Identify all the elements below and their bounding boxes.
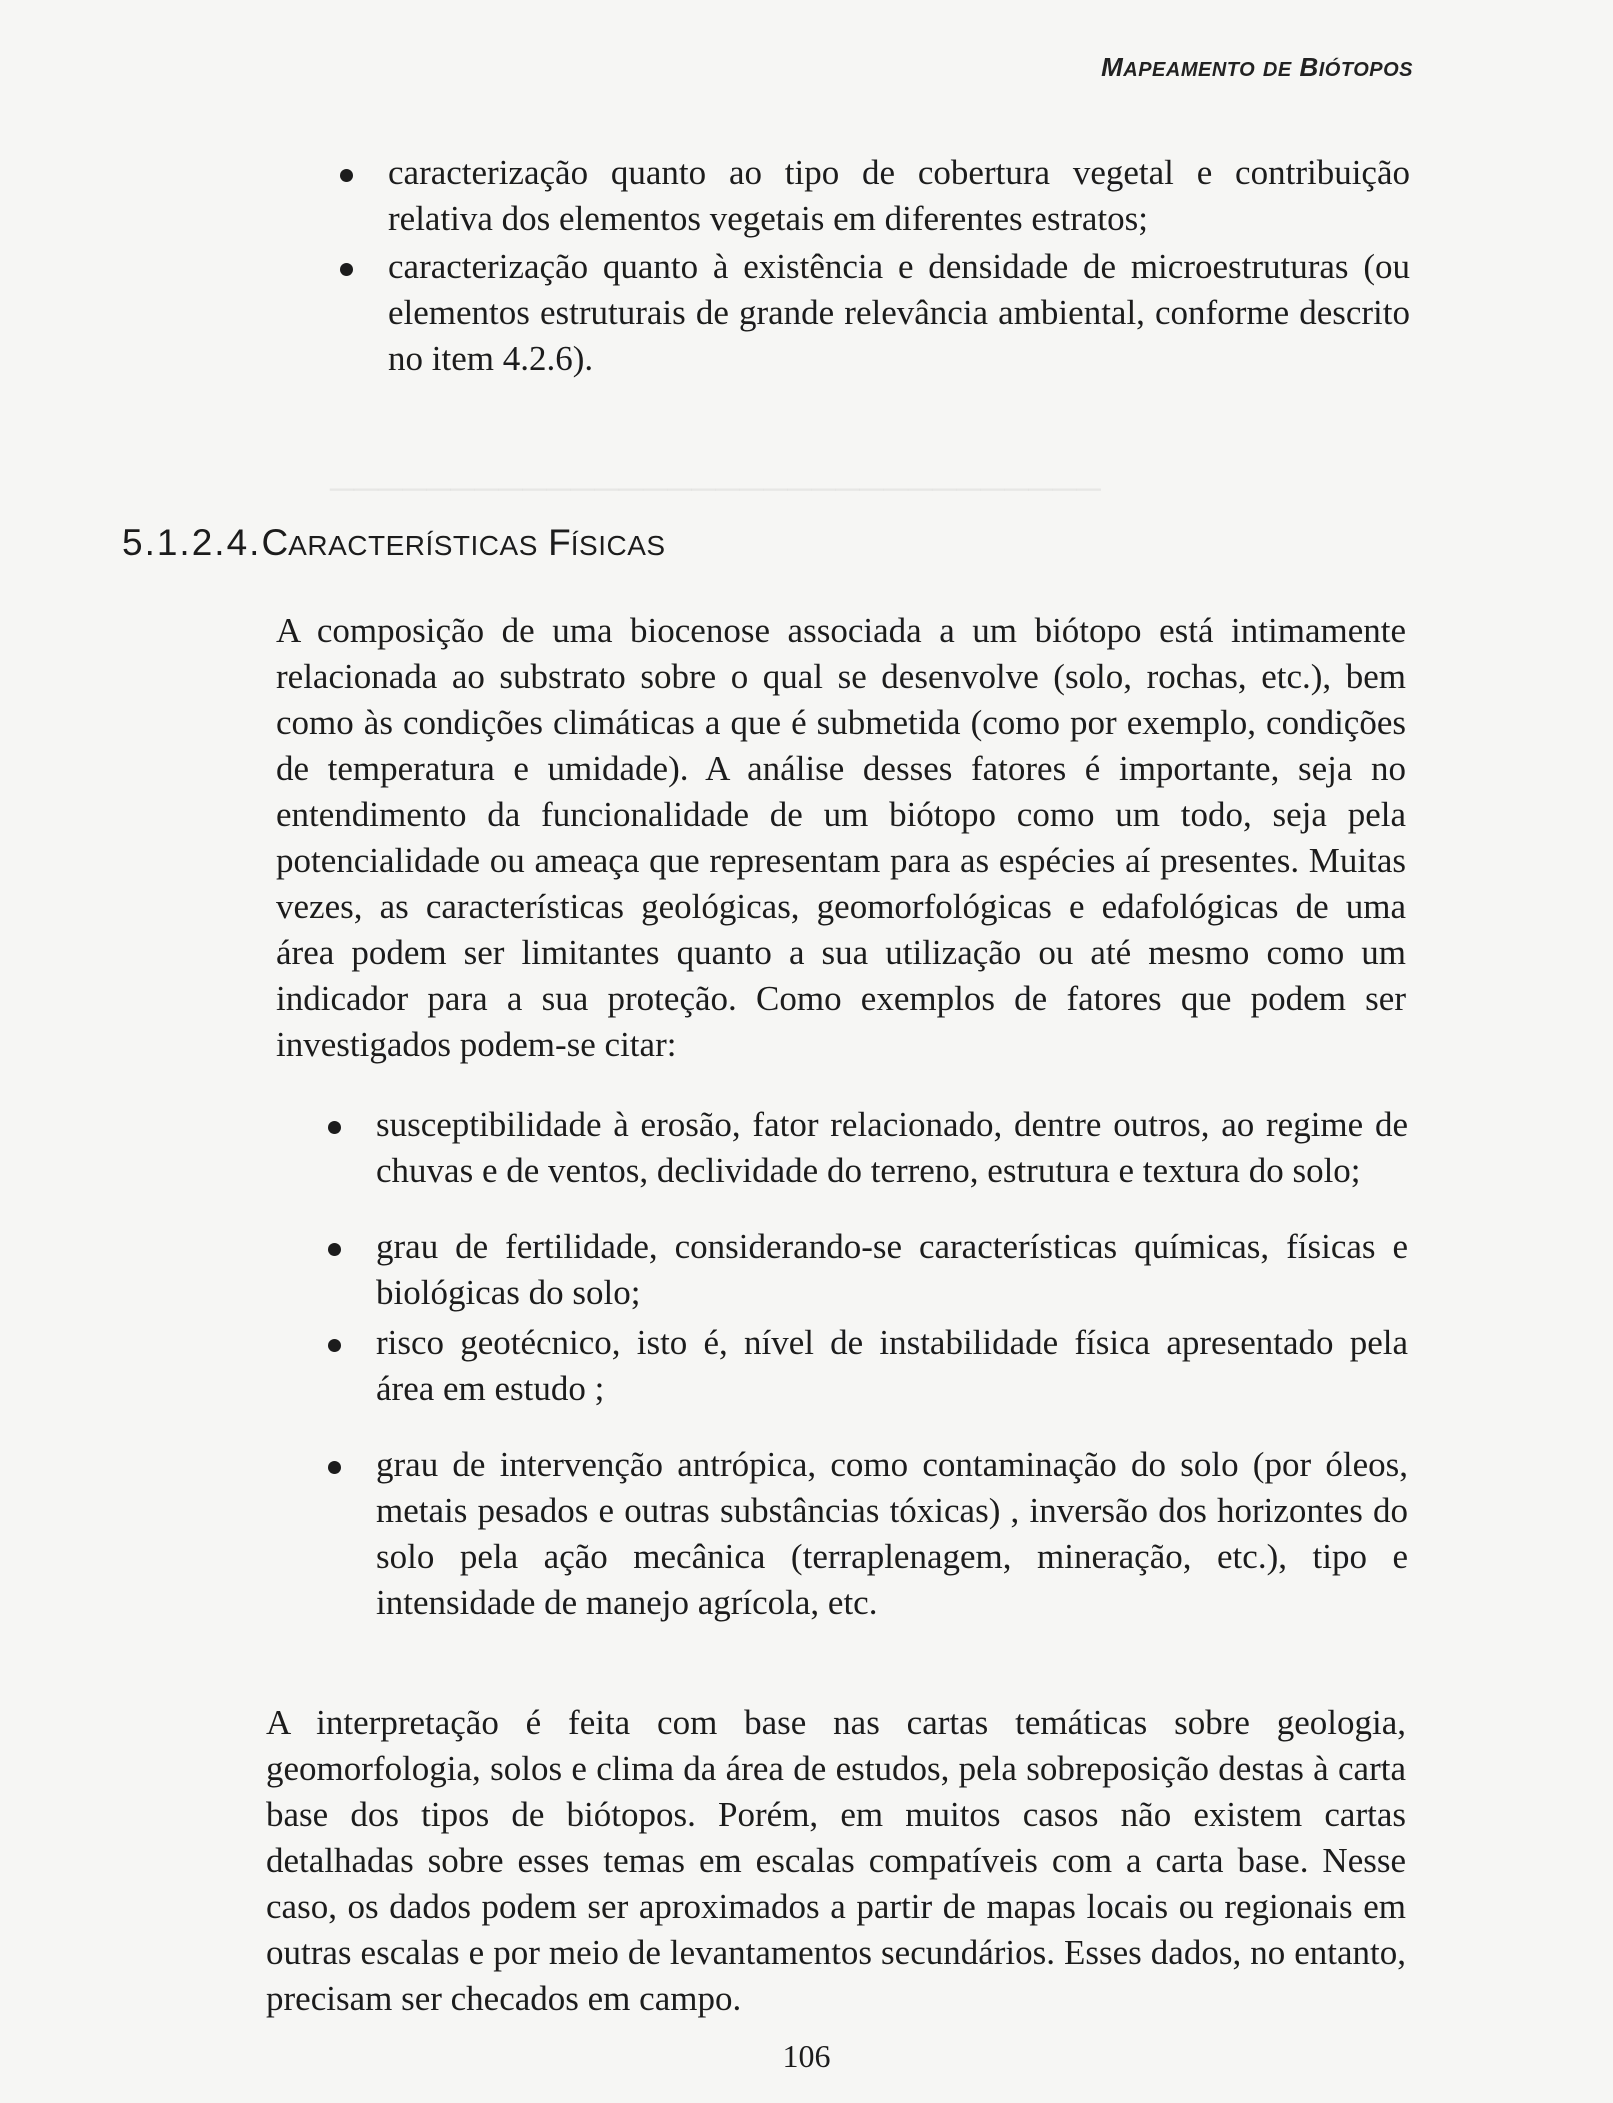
bullet-text: caracterização quanto ao tipo de cobertura vegetal e contribuição relativa dos elementos vegetais em diferentes estratos; xyxy=(388,153,1410,238)
list-item xyxy=(318,1102,1408,1194)
list-item xyxy=(318,1320,1408,1412)
section-title-part1: ARACTERÍSTICAS xyxy=(288,530,538,561)
list-item xyxy=(330,150,1410,242)
header-word-biotopos: IÓTOPOS xyxy=(1318,59,1413,81)
bullet-icon xyxy=(340,263,353,276)
header-letter-m: M xyxy=(1101,52,1124,82)
section-heading xyxy=(122,520,666,569)
header-word-de: DE xyxy=(1262,59,1292,81)
bullet-icon xyxy=(328,1243,341,1256)
bullet-icon xyxy=(328,1121,341,1134)
paragraph-interpretation: A interpretação é feita com base nas cartas temáticas sobre geologia, geomorfologia, solos e clima da área de estudos, pela sobreposição destas à carta base dos tipos de biótopos. Porém, em muitos casos não existem cartas detalhadas sobre esses temas em escalas compatíveis com a carta base. Nesse caso, os dados podem ser aproximados a partir de mapas locais ou regionais em outras escalas e por meio de levantamentos secundários. Esses dados, no entanto, precisam ser checados em campo. xyxy=(266,1703,1406,2018)
page-number: 106 xyxy=(782,2038,831,2074)
bullet-icon xyxy=(328,1339,341,1352)
bullet-text: susceptibilidade à erosão, fator relacionado, dentre outros, ao regime de chuvas e de ventos, declividade do terreno, estrutura e textura do solo; xyxy=(376,1105,1408,1190)
header-word-mapeamento: APEAMENTO xyxy=(1123,59,1256,81)
bullet-icon xyxy=(340,169,353,182)
bullet-icon xyxy=(328,1461,341,1474)
header-letter-b: B xyxy=(1299,52,1319,82)
running-header xyxy=(1101,52,1413,83)
show-through-decoration: ──────────────────────────────── xyxy=(330,470,1101,508)
section-title-letter-c: C xyxy=(261,522,289,563)
bullet-text: grau de fertilidade, considerando-se características químicas, físicas e biológicas do solo; xyxy=(376,1227,1408,1312)
top-bullet-list xyxy=(330,150,1410,384)
list-item xyxy=(318,1442,1408,1626)
section-number: 5.1.2.4. xyxy=(122,522,262,563)
bullet-text: risco geotécnico, isto é, nível de instabilidade física apresentado pela área em estudo ; xyxy=(376,1323,1408,1408)
paragraph-intro: A composição de uma biocenose associada a um biótopo está intimamente relacionada ao substrato sobre o qual se desenvolve (solo, rochas, etc.), bem como às condições climáticas a que é submetida (como por exemplo, condições de temperatura e umidade). A análise desses fatores é importante, seja no entendimento da funcionalidade de um biótopo como um todo, seja pela potencialidade ou ameaça que representam para as espécies aí presentes. Muitas vezes, as características geológicas, geomorfológicas e edafológicas de uma área podem ser limitantes quanto a sua utilização ou até mesmo como um indicador para a sua proteção. Como exemplos de fatores que podem ser investigados podem-se citar: xyxy=(276,611,1406,1064)
list-item xyxy=(318,1224,1408,1316)
section-title-part2: ÍSICAS xyxy=(570,530,666,561)
bullet-text: grau de intervenção antrópica, como contaminação do solo (por óleos, metais pesados e outras substâncias tóxicas) , inversão dos horizontes do solo pela ação mecânica (terraplenagem, mineração, etc.), tipo e intensidade de manejo agrícola, etc. xyxy=(376,1445,1408,1622)
list-item xyxy=(330,244,1410,382)
bullet-text: caracterização quanto à existência e densidade de microestruturas (ou elementos estruturais de grande relevância ambiental, conforme descrito no item 4.2.6). xyxy=(388,247,1410,378)
factor-bullet-list xyxy=(318,1102,1408,1656)
section-title-letter-f: F xyxy=(548,522,571,563)
